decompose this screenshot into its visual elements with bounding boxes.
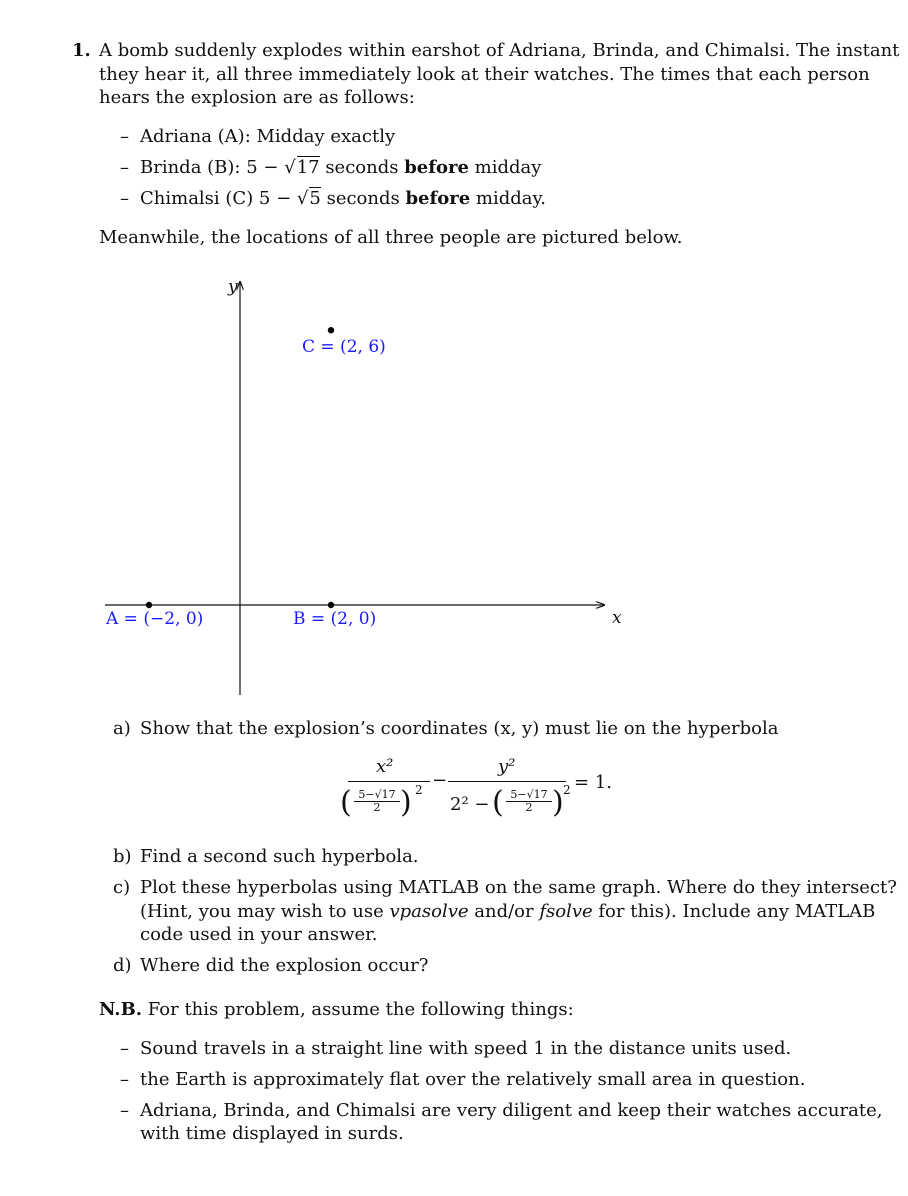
right-paren-icon: ) <box>400 785 412 820</box>
point-a-label: A = (−2, 0) <box>106 609 204 629</box>
eq-rhs: = 1. <box>574 772 612 793</box>
part-c-line-3: code used in your answer. <box>140 924 378 945</box>
nb-item-2 <box>120 1068 805 1091</box>
eq-exp-1: 2 <box>415 783 423 797</box>
time-brinda-bold: before <box>404 157 469 178</box>
left-paren-icon: ( <box>340 785 352 820</box>
eq-exp-2: 2 <box>563 783 571 797</box>
time-brinda-radicand: 17 <box>296 157 320 178</box>
point-c-label: C = (2, 6) <box>302 337 386 357</box>
time-chimalsi-bold: before <box>405 188 471 209</box>
intro-line-1: A bomb suddenly explodes within earshot of Adriana, Brinda, and Chimalsi. The instant <box>99 40 900 61</box>
eq-x2: x² <box>376 756 394 777</box>
part-c-line-1: Plot these hyperbolas using MATLAB on the same graph. Where do they intersect? <box>140 877 897 898</box>
part-b-label: b) <box>113 846 132 867</box>
eq-y2: y² <box>498 756 516 777</box>
part-c-line-2 <box>140 900 875 923</box>
time-chimalsi-prefix: Chimalsi (C) 5 − <box>140 188 297 209</box>
eq-inner-frac-1 <box>354 789 400 814</box>
part-c-fsolve: fsolve <box>539 901 593 922</box>
part-b-text: Find a second such hyperbola. <box>140 846 419 867</box>
sqrt-icon: √ <box>284 157 296 178</box>
problem-number: 1. <box>72 40 91 61</box>
list-dash: – <box>120 126 129 147</box>
part-a-label: a) <box>113 718 131 739</box>
part-c-hint-pre: (Hint, you may wish to use <box>140 901 390 922</box>
time-item-chimalsi <box>120 187 546 210</box>
nb-item-3-text: Adriana, Brinda, and Chimalsi are very diligent and keep their watches accurate, <box>140 1100 883 1121</box>
right-paren-icon: ) <box>552 785 564 820</box>
time-chimalsi-post: midday. <box>470 188 547 209</box>
coordinate-figure <box>0 270 908 730</box>
nb-item-1-text: Sound travels in a straight line with speed 1 in the distance units used. <box>140 1038 792 1059</box>
eq-inner-den-1: 2 <box>373 801 381 814</box>
point-a <box>146 602 152 608</box>
intro-line-2: they hear it, all three immediately look at their watches. The times that each person <box>99 64 870 85</box>
time-item-adriana <box>120 125 395 148</box>
eq-two-squared: 2² − <box>450 794 490 815</box>
meanwhile-text: Meanwhile, the locations of all three people are pictured below. <box>99 227 683 248</box>
time-item-brinda <box>120 156 541 179</box>
eq-fraction-bar-1 <box>348 781 430 782</box>
eq-fraction-bar-2 <box>448 781 566 782</box>
time-brinda-mid: seconds <box>319 157 405 178</box>
nb-item-3 <box>120 1099 882 1122</box>
sqrt-icon: √ <box>296 188 309 209</box>
time-chimalsi-mid: seconds <box>320 188 406 209</box>
time-brinda-prefix: Brinda (B): 5 − <box>140 157 285 178</box>
part-c-label: c) <box>113 877 131 898</box>
time-brinda-post: midday <box>468 157 542 178</box>
x-axis-label: x <box>612 608 622 628</box>
list-dash: – <box>120 157 129 178</box>
nb-item-3-cont: with time displayed in surds. <box>140 1123 404 1144</box>
eq-inner-num-2: 5−√17 <box>506 789 552 802</box>
point-b <box>328 602 334 608</box>
list-dash: – <box>120 188 129 209</box>
part-a-text: Show that the explosion’s coordinates (x, y) must lie on the hyperbola <box>140 718 779 739</box>
part-c-hint-post: for this). Include any MATLAB <box>592 901 876 922</box>
part-d-text: Where did the explosion occur? <box>140 955 429 976</box>
part-c-andor: and/or <box>468 901 540 922</box>
nb-item-2-text: the Earth is approximately flat over the relatively small area in question. <box>140 1069 806 1090</box>
nb-item-1 <box>120 1037 791 1060</box>
part-d-label: d) <box>113 955 132 976</box>
list-dash: – <box>120 1069 129 1090</box>
hyperbola-equation <box>340 756 630 826</box>
intro-line-3: hears the explosion are as follows: <box>99 87 415 108</box>
eq-inner-den-2: 2 <box>525 801 533 814</box>
nb-heading <box>99 998 574 1021</box>
list-dash: – <box>120 1038 129 1059</box>
eq-inner-frac-2 <box>506 789 552 814</box>
time-adriana-text: Adriana (A): Midday exactly <box>140 126 396 147</box>
nb-text: For this problem, assume the following things: <box>142 999 574 1020</box>
left-paren-icon: ( <box>492 785 504 820</box>
y-axis-label: y <box>228 277 238 297</box>
eq-minus: − <box>432 770 448 791</box>
list-dash: – <box>120 1100 129 1121</box>
point-c <box>328 327 334 333</box>
nb-label: N.B. <box>99 999 143 1020</box>
point-b-label: B = (2, 0) <box>293 609 377 629</box>
time-chimalsi-radicand: 5 <box>309 188 321 209</box>
eq-inner-num-1: 5−√17 <box>354 789 400 802</box>
part-c-vpasolve: vpasolve <box>389 901 469 922</box>
